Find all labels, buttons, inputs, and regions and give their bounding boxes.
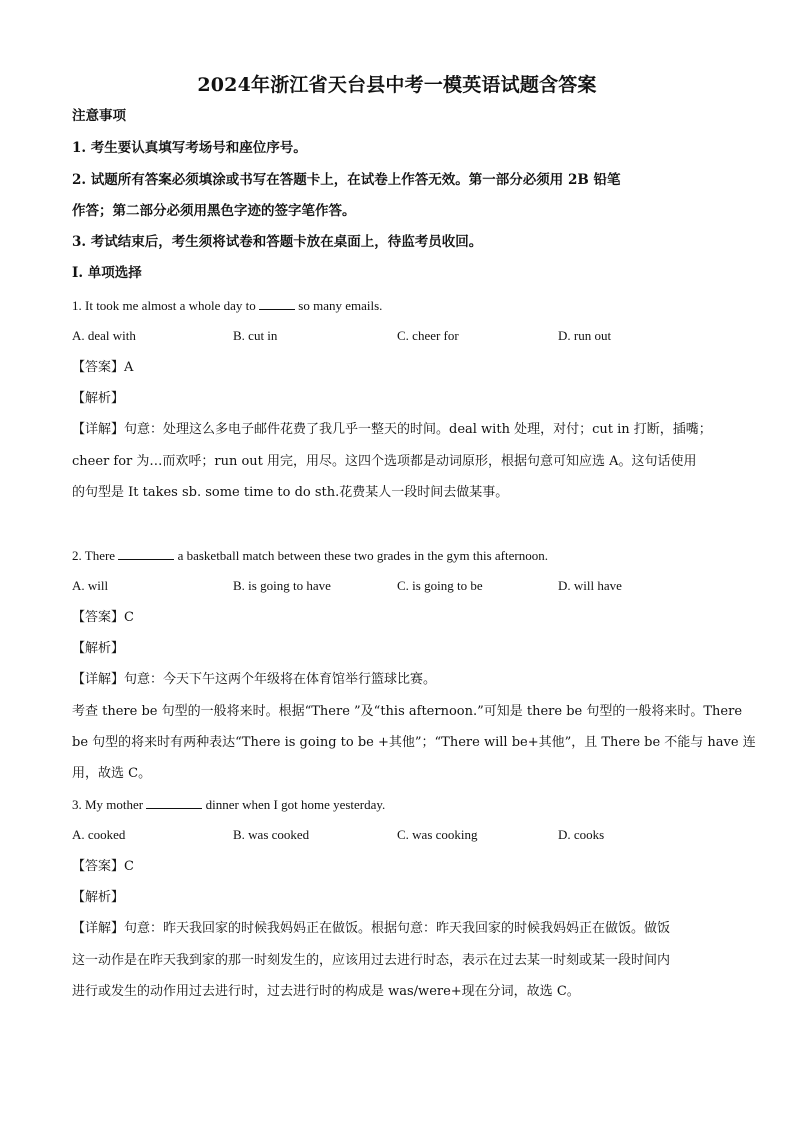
question-1-option-d: D. run out	[558, 328, 612, 343]
notice-item-1: 1. 考生要认真填写考场号和座位序号。	[72, 140, 307, 156]
answer-blank	[259, 297, 295, 310]
question-3-stem	[72, 789, 722, 820]
question-1-detail-line: 的句型是 It takes sb. some time to do sth.花费某人一段时间去做某事。	[72, 485, 509, 500]
question-3-option-b: B. was cooked	[233, 827, 310, 842]
notice-item-2-cont: 作答；第二部分必须用黑色字迹的签字笔作答。	[72, 203, 356, 219]
question-2-detail-line: 考查 there be 句型的一般将来时。根据“There ”及“this afternoon.”可知是 there be 句型的一般将来时。There	[72, 704, 743, 719]
question-3-analysis: 【解析】	[72, 890, 125, 905]
question-3-detail-line: 进行或发生的动作用过去进行时，过去进行时的构成是 was/were+现在分词，故选 C。	[72, 984, 580, 999]
notice-item-2: 2. 试题所有答案必须填涂或书写在答题卡上，在试卷上作答无效。第一部分必须用 2B 铅笔	[72, 172, 621, 188]
question-1-option-b: B. cut in	[233, 328, 278, 343]
question-1-detail-line: 【详解】句意：处理这么多电子邮件花费了我几乎一整天的时间。deal with 处理，对付；cut in 打断，插嘴；	[72, 422, 712, 437]
question-3-option-c: C. was cooking	[397, 827, 478, 842]
question-1-stem-post: so many emails.	[298, 298, 383, 313]
question-2-detail-line: 【详解】句意：今天下午这两个年级将在体育馆举行篮球比赛。	[72, 672, 437, 687]
question-1-stem	[72, 290, 722, 321]
question-1-stem-pre: 1. It took me almost a whole day to	[72, 298, 256, 313]
section-heading: Ⅰ. 单项选择	[72, 265, 142, 281]
question-2-option-c: C. is going to be	[397, 578, 483, 593]
question-1-option-a: A. deal with	[72, 328, 136, 343]
question-3-detail-line: 这一动作是在昨天我到家的那一时刻发生的，应该用过去进行时态，表示在过去某一时刻或某一段时间内	[72, 953, 671, 968]
question-2-option-d: D. will have	[558, 578, 622, 593]
question-1-detail-line: cheer for 为…而欢呼；run out 用完，用尽。这四个选项都是动词原形，根据句意可知应选 A。这句话使用	[72, 454, 697, 469]
question-2-stem-pre: 2. There	[72, 548, 116, 563]
document-title: 2024年浙江省天台县中考一模英语试题含答案	[197, 74, 597, 96]
question-3-option-a: A. cooked	[72, 827, 126, 842]
question-3-detail-line: 【详解】句意：昨天我回家的时候我妈妈正在做饭。根据句意：昨天我回家的时候我妈妈正在做饭。做饭	[72, 921, 671, 936]
question-1-analysis: 【解析】	[72, 391, 125, 406]
notice-item-3: 3. 考试结束后，考生须将试卷和答题卡放在桌面上，待监考员收回。	[72, 234, 483, 250]
answer-blank	[146, 796, 202, 809]
question-2-analysis: 【解析】	[72, 641, 125, 656]
question-2-detail-line: 用，故选 C。	[72, 766, 152, 781]
question-3-option-d: D. cooks	[558, 827, 605, 842]
question-1-answer: 【答案】A	[72, 360, 134, 375]
question-3-stem-post: dinner when I got home yesterday.	[205, 797, 386, 812]
notice-heading: 注意事项	[72, 108, 126, 124]
question-1-option-c: C. cheer for	[397, 328, 459, 343]
question-2-detail-line: be 句型的将来时有两种表达“There is going to be +其他”；“There will be+其他”，且 There be 不能与 have 连	[72, 735, 756, 750]
question-2-stem-post: a basketball match between these two grades in the gym this afternoon.	[177, 548, 548, 563]
question-3-stem-pre: 3. My mother	[72, 797, 144, 812]
answer-blank	[118, 547, 174, 560]
question-2-answer: 【答案】C	[72, 610, 134, 625]
question-2-option-a: A. will	[72, 578, 109, 593]
question-2-stem	[72, 540, 722, 571]
question-2-option-b: B. is going to have	[233, 578, 331, 593]
question-3-answer: 【答案】C	[72, 859, 134, 874]
